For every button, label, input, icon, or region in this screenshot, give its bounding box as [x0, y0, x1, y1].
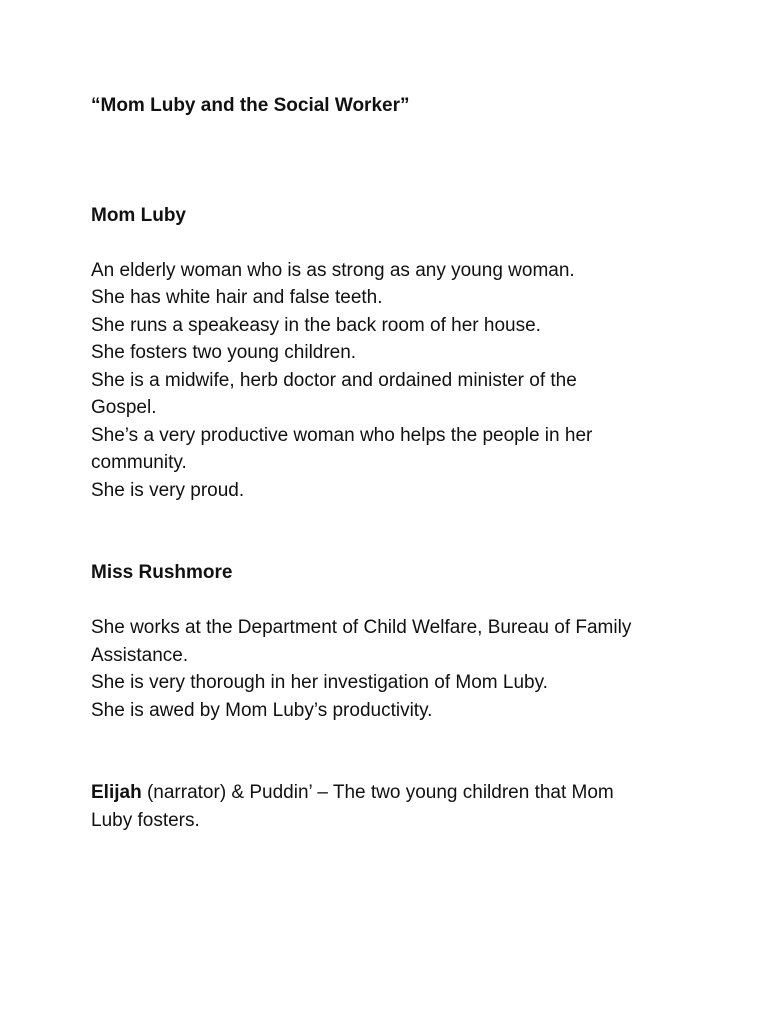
document-page: [91, 92, 691, 834]
elijah-name: Elijah: [91, 782, 142, 803]
elijah-line: [91, 779, 691, 807]
description-line: Gospel.: [91, 397, 157, 418]
description-line: An elderly woman who is as strong as any young woman.: [91, 259, 575, 281]
description-line: Luby fosters.: [91, 809, 200, 831]
description-line: She has white hair and false teeth.: [91, 287, 383, 308]
description-line: She fosters two young children.: [91, 342, 357, 363]
section-miss-rushmore: [91, 559, 691, 724]
spacer: [91, 229, 691, 257]
description-line: She’s a very productive woman who helps the people in her: [91, 424, 593, 446]
description-line: She is a midwife, herb doctor and ordained minister of the: [91, 369, 577, 391]
section-mom-luby: [91, 202, 691, 505]
description-line: Assistance.: [91, 644, 189, 666]
spacer: [91, 724, 691, 779]
description-line: She is very proud.: [91, 479, 245, 501]
document-title: “Mom Luby and the Social Worker”: [91, 95, 410, 116]
spacer: [91, 587, 691, 615]
description-line: community.: [91, 452, 187, 473]
section-heading-mom-luby: Mom Luby: [91, 204, 186, 226]
section-elijah-puddin: [91, 779, 691, 834]
description-line: She is awed by Mom Luby’s productivity.: [91, 699, 433, 721]
description-line: She is very thorough in her investigation of Mom Luby.: [91, 672, 548, 693]
description-line: She runs a speakeasy in the back room of her house.: [91, 314, 541, 336]
description-line: She works at the Department of Child Welfare, Bureau of Family: [91, 617, 632, 638]
elijah-line-rest: (narrator) & Puddin’ – The two young children that Mom: [141, 782, 614, 803]
spacer: [91, 504, 691, 559]
spacer: [91, 120, 691, 202]
section-heading-miss-rushmore: Miss Rushmore: [91, 562, 233, 583]
